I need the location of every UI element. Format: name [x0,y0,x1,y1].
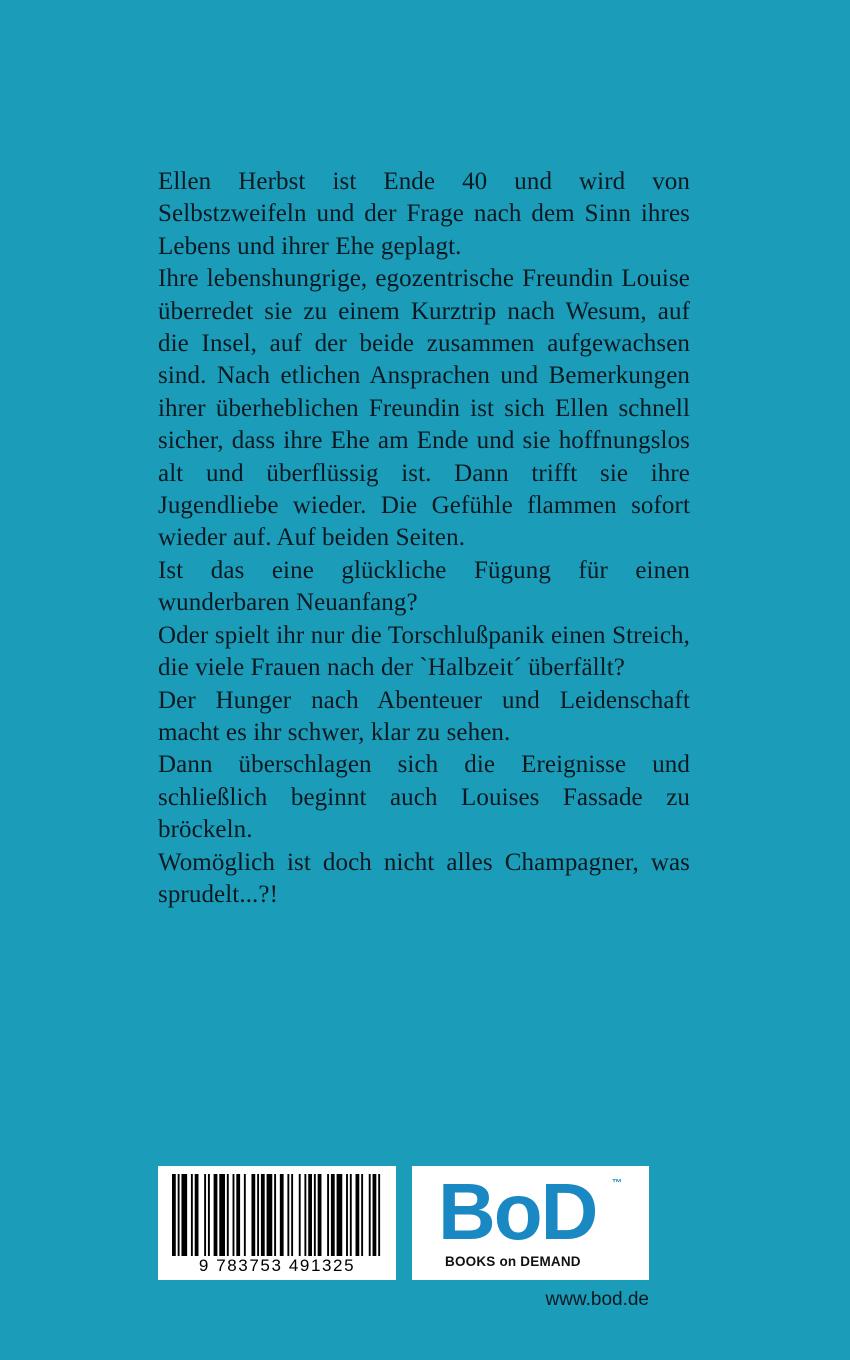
barcode-bar [356,1174,360,1256]
barcode-bar [331,1174,335,1256]
barcode-bar [378,1174,380,1256]
publisher-logo-box [412,1166,649,1280]
barcode-bar [327,1174,329,1256]
barcode-bar [337,1174,343,1256]
blurb-paragraph-4: Oder spielt ihr nur die Torschlußpanik einen Streich, die viele Frauen nach der `Halbzeit´ überfällt? [158,621,690,682]
barcode-bar [208,1174,210,1256]
barcode-bar [204,1174,206,1256]
barcode-bar [191,1174,193,1256]
barcode-bar [299,1174,301,1256]
publisher-tagline: BOOKS on DEMAND [445,1254,581,1269]
back-cover-blurb [158,166,690,911]
barcode-bar [373,1174,377,1256]
barcode-bar [257,1174,259,1256]
barcode-bar [181,1174,187,1256]
blurb-paragraph-7: Womöglich ist doch nicht alles Champagner, was sprudelt...?! [158,848,690,908]
barcode-bar [280,1174,284,1256]
barcode-bar [304,1174,306,1256]
blurb-paragraph-3: Ist das eine glückliche Fügung für einen wunderbaren Neuanfang? [158,556,690,617]
barcode-bar [350,1174,352,1256]
barcode-bar [172,1174,176,1256]
barcode-bar [274,1174,276,1256]
barcode-bar [287,1174,289,1256]
blurb-paragraph-6: Dann überschlagen sich die Ereignisse und schließlich beginnt auch Louises Fassade zu bröckeln. [158,751,690,844]
barcode-bars [172,1174,382,1256]
blurb-paragraph-5: Der Hunger nach Abenteuer und Leidenschaft macht es ihr schwer, klar zu sehen. [158,686,690,746]
barcode-bar [369,1174,371,1256]
barcode-bar [346,1174,348,1256]
barcode-bar [227,1174,229,1256]
bod-logo: BoD [438,1167,597,1256]
barcode-bar [195,1174,199,1256]
isbn-number: 9 783753 491325 [198,1256,356,1275]
barcode-bar [267,1174,273,1256]
barcode-bar [261,1174,265,1256]
barcode-bar [219,1174,225,1256]
barcode-bar [318,1174,322,1256]
blurb-paragraph-1: Ellen Herbst ist Ende 40 und wird von Selbstzweifeln und der Frage nach dem Sinn ihres Lebens und ihrer Ehe geplagt. [158,168,690,260]
barcode-bar [233,1174,235,1256]
barcode-bar [214,1174,218,1256]
barcode-bar [308,1174,312,1256]
barcode-bar [361,1174,363,1256]
barcode-bar [178,1174,180,1256]
isbn-barcode [158,1166,396,1280]
trademark-mark: ™ [612,1178,622,1189]
barcode-bar [291,1174,293,1256]
barcode-bar [251,1174,255,1256]
barcode-bar [244,1174,246,1256]
publisher-website: www.bod.de [545,1289,649,1310]
blurb-paragraph-2: Ihre lebenshungrige, egozentrische Freundin Louise überredet sie zu einem Kurztrip nach Wesum, auf die Insel, auf der beide zusammen aufgewachsen sind. Nach etlichen Ansprachen und Bemerkungen ihrer überheblichen Freundin ist sich Ellen schnell sicher, dass ihre Ehe am Ende und sie hoffnungslos alt und überflüssig ist. Dann trifft sie ihre Jugendliebe wieder. Die Gefühle flammen sofort wieder auf. Auf beiden Seiten. [158,265,690,552]
barcode-bar [236,1174,240,1256]
barcode-bar [314,1174,316,1256]
